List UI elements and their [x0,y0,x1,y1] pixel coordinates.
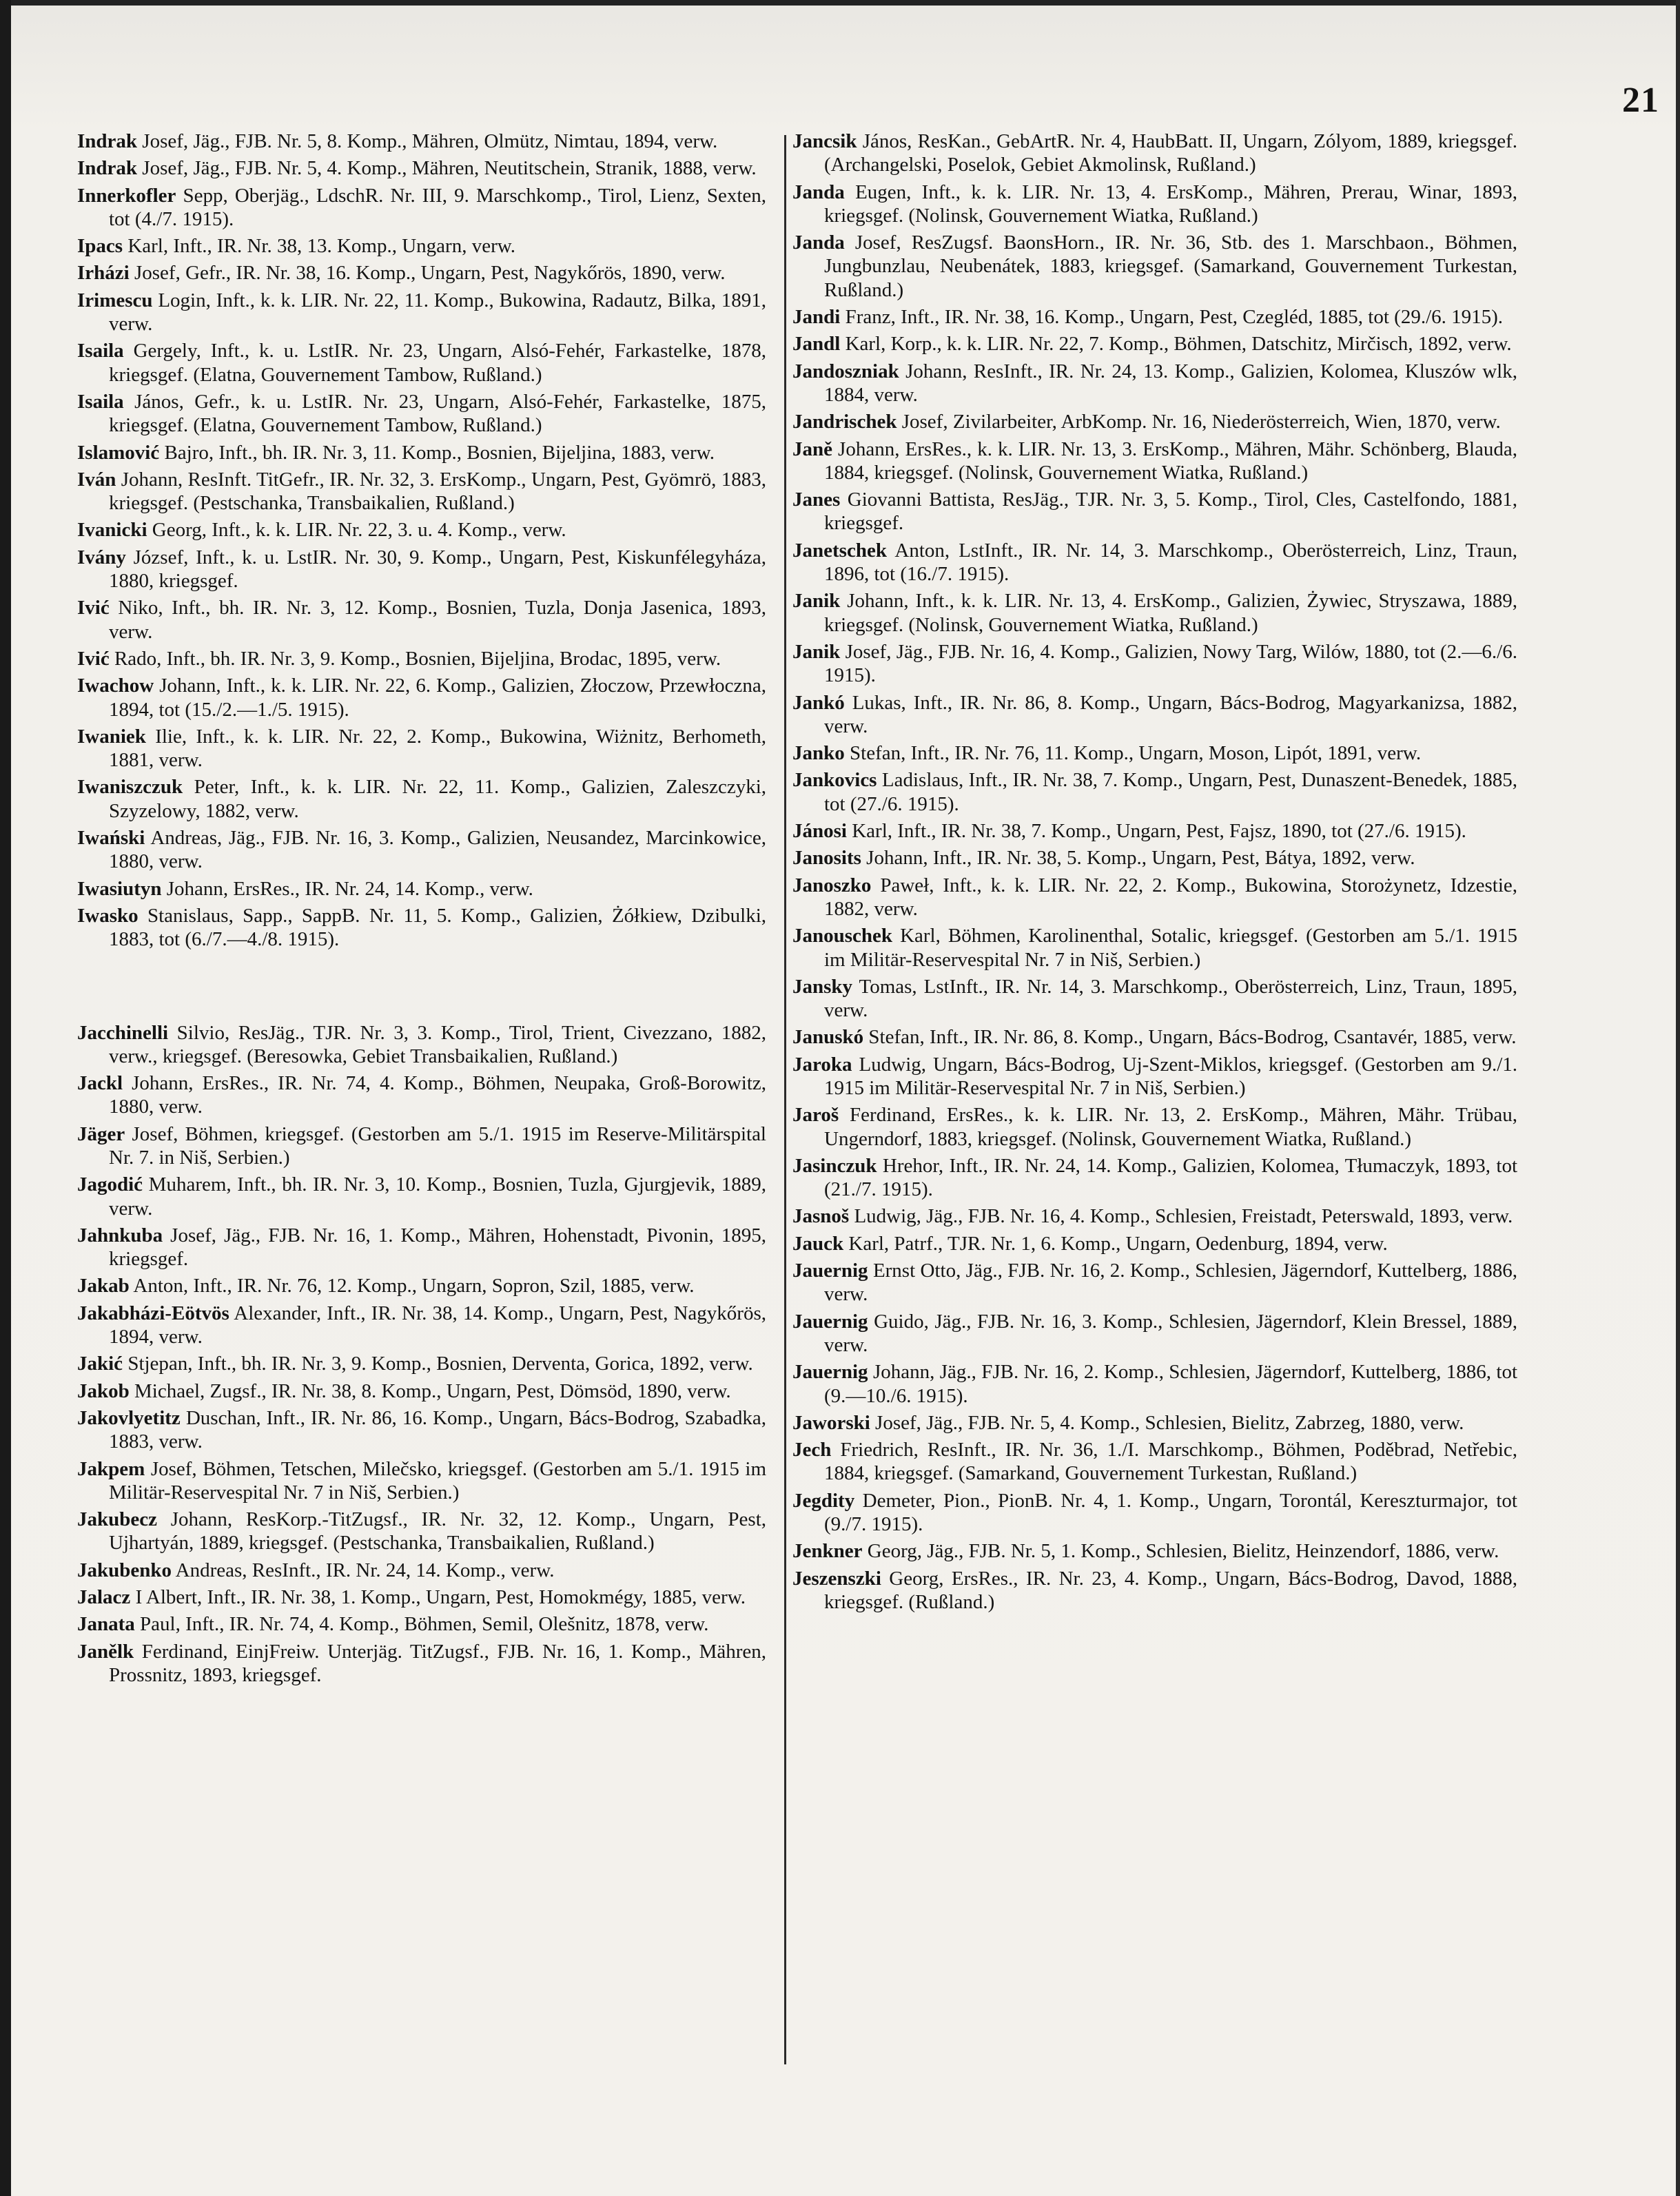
register-entry [77,1406,766,1454]
entry-details: Ladislaus, Inft., IR. Nr. 38, 7. Komp., Ungarn, Pest, Dunaszent-Benedek, 1885, tot (27./6. 1915). [824,769,1517,815]
entry-surname: Jandl [792,333,841,356]
register-entry [792,874,1517,921]
entry-surname: Jakovlyetitz [77,1406,181,1429]
register-entry [77,647,766,670]
register-entry [792,1489,1517,1537]
entry-surname: Iván [77,468,116,491]
entry-details: Tomas, LstInft., IR. Nr. 14, 3. Marschkomp., Oberösterreich, Linz, Traun, 1895, verw. [824,975,1517,1022]
register-entry [77,1457,766,1505]
register-entry [77,775,766,823]
entry-details: János, Gefr., k. u. LstIR. Nr. 23, Ungarn, Alsó-Fehér, Farkastelke, 1875, kriegsgef. (Elatna, Gouvernement Tambow, Rußland.) [109,390,766,437]
scan-edge-top [0,0,1680,6]
entry-details: Johann, Inft., k. k. LIR. Nr. 22, 6. Komp., Galizien, Złoczow, Przewłoczna, 1894, tot (15./2.—1./5. 1915). [109,675,766,721]
entry-surname: Iwachow [77,675,154,697]
entry-surname: Janik [792,640,841,663]
register-entry [77,468,766,515]
register-entry [77,1302,766,1349]
entry-details: Karl, Patrf., TJR. Nr. 1, 6. Komp., Ungarn, Oedenburg, 1894, verw. [848,1232,1388,1255]
entry-details: Giovanni Battista, ResJäg., TJR. Nr. 3, 5. Komp., Tirol, Cles, Castelfondo, 1881, kriegsgef. [824,489,1518,535]
register-entry [77,234,766,258]
entry-details: Demeter, Pion., PionB. Nr. 4, 1. Komp., Ungarn, Torontál, Kereszturmajor, tot (9./7. 1915). [824,1489,1517,1536]
entry-surname: Janosits [792,847,861,870]
entry-details: Michael, Zugsf., IR. Nr. 38, 8. Komp., Ungarn, Pest, Dömsöd, 1890, verw. [134,1379,731,1402]
entry-surname: Jauernig [792,1361,868,1384]
entry-details: Karl, Inft., IR. Nr. 38, 7. Komp., Ungarn, Pest, Fajsz, 1890, tot (27./6. 1915). [852,820,1466,843]
entry-details: Stanislaus, Sapp., SappB. Nr. 11, 5. Komp., Galizien, Żółkiew, Dzibulki, 1883, tot (6./7.—4./8. 1915). [109,904,767,951]
entry-surname: Jakić [77,1353,123,1375]
entry-surname: Jansky [792,975,853,998]
entry-surname: Iwaniek [77,725,146,748]
entry-surname: Januskó [792,1026,864,1049]
register-entry [792,332,1517,356]
entry-details: József, Inft., k. u. LstIR. Nr. 30, 9. Komp., Ungarn, Pest, Kiskunfélegyháza, 1880, kriegsgef. [109,546,767,593]
register-entry [792,819,1517,843]
register-entry [77,1508,766,1555]
register-entry [792,181,1517,228]
entry-details: Georg, Jäg., FJB. Nr. 5, 1. Komp., Schlesien, Bielitz, Heinzendorf, 1886, verw. [867,1540,1499,1563]
register-entry [792,691,1517,739]
entry-surname: Jasnoš [792,1205,850,1228]
entry-surname: Jandi [792,306,841,329]
entry-surname: Irházi [77,262,130,285]
register-entry [77,1352,766,1375]
entry-surname: Irimescu [77,289,153,311]
entry-surname: Jäger [77,1122,125,1145]
register-entry [792,1204,1517,1228]
entry-surname: Jánosi [792,820,847,843]
register-entry [792,488,1517,535]
register-entry [77,1274,766,1297]
entry-details: Andreas, ResInft., IR. Nr. 24, 14. Komp., verw. [175,1559,555,1581]
register-entry [77,1612,766,1636]
register-entry [792,1103,1517,1151]
entry-details: Paweł, Inft., k. k. LIR. Nr. 22, 2. Komp., Bukowina, Storożynetz, Idzestie, 1882, verw. [824,874,1518,920]
entry-details: Johann, ErsRes., IR. Nr. 24, 14. Komp., verw. [166,877,533,900]
column-divider [784,135,786,2064]
entry-details: Andreas, Jäg., FJB. Nr. 16, 3. Komp., Galizien, Neusandez, Marcinkowice, 1880, verw. [109,827,766,873]
register-entry [792,975,1517,1023]
entry-surname: Jalacz [77,1586,131,1609]
entry-details: Peter, Inft., k. k. LIR. Nr. 22, 11. Komp., Galizien, Zaleszczyki, Szyzelowy, 1882, verw. [109,776,767,822]
entry-surname: Jancsik [792,130,857,152]
register-entry [792,1232,1517,1255]
entry-details: Duschan, Inft., IR. Nr. 86, 16. Komp., Ungarn, Bács-Bodrog, Szabadka, 1883, verw. [109,1406,766,1453]
entry-details: Rado, Inft., bh. IR. Nr. 3, 9. Komp., Bosnien, Bijeljina, Brodac, 1895, verw. [114,647,721,670]
entry-surname: Jakpem [77,1457,145,1480]
entry-surname: Innerkofler [77,184,176,207]
entry-details: Johann, ResInft., IR. Nr. 24, 13. Komp., Galizien, Kolomea, Kluszów wlk, 1884, verw. [824,360,1517,406]
entry-details: Login, Inft., k. k. LIR. Nr. 22, 11. Komp., Bukowina, Radautz, Bilka, 1891, verw. [109,289,767,336]
register-entry [77,546,766,593]
entry-details: Karl, Böhmen, Karolinenthal, Sotalic, kriegsgef. (Gestorben am 5./1. 1915 im Militär-Reservespital Nr. 7 in Niš, Serbien.) [824,925,1517,971]
register-entry [77,339,766,387]
section-gap [77,955,766,1021]
entry-surname: Janetschek [792,539,887,562]
entry-details: Karl, Inft., IR. Nr. 38, 13. Komp., Ungarn, verw. [127,235,516,258]
register-entry [792,360,1517,407]
register-entry [792,305,1517,329]
register-entry [792,768,1517,816]
entry-details: Johann, ResKorp.-TitZugsf., IR. Nr. 32, 12. Komp., Ungarn, Pest, Ujhartyán, 1889, kriegsgef. (Pestschanka, Transbaikalien, Rußland.) [109,1508,767,1554]
register-entry [77,1021,766,1069]
entry-details: Josef, ResZugsf. BaonsHorn., IR. Nr. 36, Stb. des 1. Marschbaon., Böhmen, Jungbunzlau, Neubenátek, 1883, kriegsgef. (Samarkand, Gouvernement Turkestan, Rußland.) [824,232,1517,301]
entry-details: Josef, Jäg., FJB. Nr. 5, 8. Komp., Mähren, Olmütz, Nimtau, 1894, verw. [142,130,718,152]
entry-surname: Janik [792,590,841,613]
entry-surname: Ivány [77,546,126,568]
entry-surname: Jankó [792,691,845,714]
entry-details: Stefan, Inft., IR. Nr. 76, 11. Komp., Ungarn, Moson, Lipót, 1891, verw. [850,742,1422,765]
entry-surname: Jandoszniak [792,360,899,382]
entry-details: Josef, Böhmen, kriegsgef. (Gestorben am 5./1. 1915 im Reserve-Militärspital Nr. 7. in Niš, Serbien.) [109,1122,766,1169]
register-entry [77,1559,766,1582]
register-entry [77,156,766,180]
section-j-entries [77,1021,766,1687]
entry-details: Hrehor, Inft., IR. Nr. 24, 14. Komp., Galizien, Kolomea, Tłumaczyk, 1893, tot (21./7. 1915). [824,1154,1517,1201]
entry-surname: Indrak [77,130,138,152]
entry-details: Josef, Jäg., FJB. Nr. 16, 4. Komp., Galizien, Nowy Targ, Wilów, 1880, tot (2.—6./6. 1915). [824,640,1517,687]
register-entry [77,441,766,464]
register-entry [77,596,766,644]
entry-details: János, ResKan., GebArtR. Nr. 4, HaubBatt. II, Ungarn, Zólyom, 1889, kriegsgef. (Archangelski, Poselok, Gebiet Akmolinsk, Rußland.) [824,130,1518,176]
entry-details: Johann, Jäg., FJB. Nr. 16, 2. Komp., Schlesien, Jägerndorf, Kuttelberg, 1886, tot (9.—10./6. 1915). [824,1361,1518,1407]
register-entry [77,390,766,438]
entry-surname: Jauernig [792,1260,868,1282]
register-entry [77,1173,766,1220]
register-entry [77,289,766,336]
entry-surname: Janouschek [792,925,893,947]
entry-surname: Janko [792,742,845,765]
entry-details: Franz, Inft., IR. Nr. 38, 16. Komp., Ungarn, Pest, Czegléd, 1885, tot (29./6. 1915). [845,306,1504,329]
entry-surname: Janes [792,489,841,511]
register-entry [77,1586,766,1609]
entry-surname: Ivić [77,647,110,670]
register-entry [77,130,766,153]
register-entry [77,725,766,772]
entry-details: Gergely, Inft., k. u. LstIR. Nr. 23, Ungarn, Alsó-Fehér, Farkastelke, 1878, kriegsgef. (Elatna, Gouvernement Tambow, Rußland.) [109,340,767,386]
entry-surname: Iwasko [77,904,139,927]
entry-surname: Jaroka [792,1053,852,1076]
right-column [792,130,1517,1617]
entry-surname: Jakab [77,1275,130,1297]
entry-surname: Jakabházi-Eötvös [77,1302,229,1324]
register-entry [77,904,766,952]
section-i-entries [77,130,766,952]
register-entry [792,1539,1517,1563]
entry-surname: Iwasiutyn [77,877,162,900]
entry-surname: Iwaniszczuk [77,776,183,799]
page-number: 21 [1622,81,1659,120]
register-entry [792,438,1517,485]
register-entry [77,674,766,721]
scan-edge-left [0,0,11,2196]
entry-details: Friedrich, ResInft., IR. Nr. 36, 1./I. Marschkomp., Böhmen, Poděbrad, Netřebic, 1884, kriegsgef. (Samarkand, Gouvernement Turkestan, Rußland.) [824,1439,1517,1485]
entry-details: Guido, Jäg., FJB. Nr. 16, 3. Komp., Schlesien, Jägerndorf, Klein Bressel, 1889, verw. [824,1310,1518,1356]
entry-details: Ernst Otto, Jäg., FJB. Nr. 16, 2. Komp., Schlesien, Jägerndorf, Kuttelberg, 1886, verw. [824,1260,1518,1306]
entry-details: Lukas, Inft., IR. Nr. 86, 8. Komp., Ungarn, Bács-Bodrog, Magyarkanizsa, 1882, verw. [824,691,1518,737]
entry-surname: Jacchinelli [77,1021,169,1044]
entry-details: Alexander, Inft., IR. Nr. 38, 14. Komp., Ungarn, Pest, Nagykőrös, 1894, verw. [109,1302,766,1348]
entry-surname: Jaworski [792,1411,870,1434]
entry-details: Silvio, ResJäg., TJR. Nr. 3, 3. Komp., Tirol, Trient, Civezzano, 1882, verw., kriegsgef. (Beresowka, Gebiet Transbaikalien, Rußland.) [109,1021,767,1067]
entry-surname: Jech [792,1439,832,1461]
entry-surname: Isaila [77,340,124,362]
entry-details: Josef, Jäg., FJB. Nr. 5, 4. Komp., Mähren, Neutitschein, Stranik, 1888, verw. [142,157,757,180]
entry-details: Josef, Gefr., IR. Nr. 38, 16. Komp., Ungarn, Pest, Nagykőrös, 1890, verw. [134,262,726,285]
register-entry [77,261,766,285]
entry-surname: Jagodić [77,1173,143,1196]
entry-details: Bajro, Inft., bh. IR. Nr. 3, 11. Komp., Bosnien, Bijeljina, 1883, verw. [164,441,715,464]
entry-surname: Jegdity [792,1489,855,1512]
entry-surname: Jakubecz [77,1508,157,1531]
register-entry [792,589,1517,637]
register-entry [792,1053,1517,1100]
entry-details: Ferdinand, ErsRes., k. k. LIR. Nr. 13, 2. ErsKomp., Mähren, Mähr. Trübau, Ungerndorf, 1883, kriegsgef. (Nolinsk, Gouvernement Wiatka, Rußland.) [824,1104,1517,1150]
register-entry [792,1411,1517,1435]
entry-details: Ludwig, Ungarn, Bács-Bodrog, Uj-Szent-Miklos, kriegsgef. (Gestorben am 9./1. 1915 im Militär-Reservespital Nr. 7 in Niš, Serbien.) [824,1053,1518,1099]
entry-details: Georg, ErsRes., IR. Nr. 23, 4. Komp., Ungarn, Bács-Bodrog, Davod, 1888, kriegsgef. (Rußland.) [824,1567,1517,1613]
entry-surname: Jankovics [792,769,877,792]
entry-details: Ilie, Inft., k. k. LIR. Nr. 22, 2. Komp., Bukowina, Wiżnitz, Berhometh, 1881, verw. [109,725,766,772]
entry-surname: Ivić [77,597,110,619]
entry-details: Stefan, Inft., IR. Nr. 86, 8. Komp., Ungarn, Bács-Bodrog, Csantavér, 1885, verw. [868,1026,1517,1049]
entry-surname: Jasinczuk [792,1154,877,1177]
scan-edge-right [1676,0,1680,2196]
entry-surname: Janda [792,181,845,203]
register-entry [792,1567,1517,1614]
entry-details: Josef, Jäg., FJB. Nr. 16, 1. Komp., Mähren, Hohenstadt, Pivonin, 1895, kriegsgef. [109,1224,767,1271]
entry-surname: Jandrischek [792,411,897,433]
entry-details: Eugen, Inft., k. k. LIR. Nr. 13, 4. ErsKomp., Mähren, Prerau, Winar, 1893, kriegsgef. (Nolinsk, Gouvernement Wiatka, Rußland.) [824,181,1518,227]
entry-surname: Islamović [77,441,160,464]
entry-details: Anton, LstInft., IR. Nr. 14, 3. Marschkomp., Oberösterreich, Linz, Traun, 1896, tot (16./7. 1915). [824,539,1517,586]
register-entry [792,1025,1517,1049]
register-entry [77,518,766,542]
entry-details: Johann, Inft., IR. Nr. 38, 5. Komp., Ungarn, Pest, Bátya, 1892, verw. [866,847,1415,870]
entry-surname: Janělk [77,1640,134,1663]
register-entry [77,826,766,874]
register-entry [77,1379,766,1403]
entry-details: Johann, ResInft. TitGefr., IR. Nr. 32, 3. ErsKomp., Ungarn, Pest, Gyömrö, 1883, kriegsgef. (Pestschanka, Transbaikalien, Rußland.) [109,468,766,515]
entry-details: Ludwig, Jäg., FJB. Nr. 16, 4. Komp., Schlesien, Freistadt, Peterswald, 1893, verw. [854,1205,1513,1228]
entry-surname: Janda [792,232,845,254]
entry-details: Johann, Inft., k. k. LIR. Nr. 13, 4. ErsKomp., Galizien, Żywiec, Stryszawa, 1889, kriegsgef. (Nolinsk, Gouvernement Wiatka, Rußland.) [824,590,1517,636]
entry-details: Karl, Korp., k. k. LIR. Nr. 22, 7. Komp., Böhmen, Datschitz, Mirčisch, 1892, verw. [845,333,1512,356]
entry-details: Johann, ErsRes., k. k. LIR. Nr. 13, 3. ErsKomp., Mähren, Mähr. Schönberg, Blauda, 1884, kriegsgef. (Nolinsk, Gouvernement Wiatka, Rußland.) [824,438,1518,484]
entry-details: Sepp, Oberjäg., LdschR. Nr. III, 9. Marschkomp., Tirol, Lienz, Sexten, tot (4./7. 1915). [109,184,766,230]
entry-surname: Jauck [792,1232,844,1255]
entry-details: Niko, Inft., bh. IR. Nr. 3, 12. Komp., Bosnien, Tuzla, Donja Jasenica, 1893, verw. [109,597,766,643]
entry-details: Anton, Inft., IR. Nr. 76, 12. Komp., Ungarn, Sopron, Szil, 1885, verw. [133,1275,695,1297]
register-entry [792,539,1517,586]
register-entry [792,410,1517,433]
entry-surname: Isaila [77,390,124,413]
entry-details: Paul, Inft., IR. Nr. 74, 4. Komp., Böhmen, Semil, Olešnitz, 1878, verw. [140,1613,709,1636]
register-entry [77,1122,766,1170]
entry-surname: Jeszenszki [792,1567,881,1590]
entry-details: Josef, Zivilarbeiter, ArbKomp. Nr. 16, Niederösterreich, Wien, 1870, verw. [901,411,1501,433]
register-entry [792,130,1517,177]
register-entry [792,1438,1517,1486]
entry-details: Johann, ErsRes., IR. Nr. 74, 4. Komp., Böhmen, Neupaka, Groß-Borowitz, 1880, verw. [109,1072,766,1118]
entry-surname: Jakubenko [77,1559,172,1581]
register-entry [792,1360,1517,1408]
register-entry [792,640,1517,688]
entry-surname: Indrak [77,157,138,180]
register-entry [792,1259,1517,1306]
entry-details: Stjepan, Inft., bh. IR. Nr. 3, 9. Komp., Bosnien, Derventa, Gorica, 1892, verw. [127,1353,753,1375]
entry-details: Georg, Inft., k. k. LIR. Nr. 22, 3. u. 4. Komp., verw. [152,519,566,542]
entry-surname: Jenkner [792,1540,863,1563]
entry-surname: Janata [77,1613,135,1636]
entry-surname: Ivanicki [77,519,147,542]
entry-surname: Jauernig [792,1310,868,1333]
entry-details: Ferdinand, EinjFreiw. Unterjäg. TitZugsf., FJB. Nr. 16, 1. Komp., Mähren, Prossnitz, 1893, kriegsgef. [109,1640,766,1686]
entry-details: I Albert, Inft., IR. Nr. 38, 1. Komp., Ungarn, Pest, Homokmégy, 1885, verw. [135,1586,746,1609]
register-entry [77,184,766,232]
entry-surname: Iwański [77,827,145,850]
entry-details: Muharem, Inft., bh. IR. Nr. 3, 10. Komp., Bosnien, Tuzla, Gjurgjevik, 1889, verw. [109,1173,767,1220]
entry-surname: Ipacs [77,235,123,258]
register-entry [792,846,1517,870]
entry-surname: Jackl [77,1072,123,1095]
register-entry [77,1071,766,1119]
register-entry [77,1224,766,1271]
register-entry [77,1640,766,1687]
entry-surname: Jakob [77,1379,130,1402]
register-entry [792,231,1517,302]
register-entry [792,741,1517,765]
register-entry [792,1310,1517,1357]
entry-details: Josef, Jäg., FJB. Nr. 5, 4. Komp., Schlesien, Bielitz, Zabrzeg, 1880, verw. [875,1411,1464,1434]
register-entry [792,1154,1517,1202]
entry-surname: Jahnkuba [77,1224,163,1246]
entry-surname: Jaroš [792,1104,839,1127]
left-column [77,130,766,1690]
register-entry [77,877,766,901]
entry-details: Josef, Böhmen, Tetschen, Milečsko, kriegsgef. (Gestorben am 5./1. 1915 im Militär-Reservespital Nr. 7 in Niš, Serbien.) [109,1457,766,1504]
entry-surname: Janě [792,438,832,460]
entry-surname: Janoszko [792,874,872,896]
register-entry [792,924,1517,972]
